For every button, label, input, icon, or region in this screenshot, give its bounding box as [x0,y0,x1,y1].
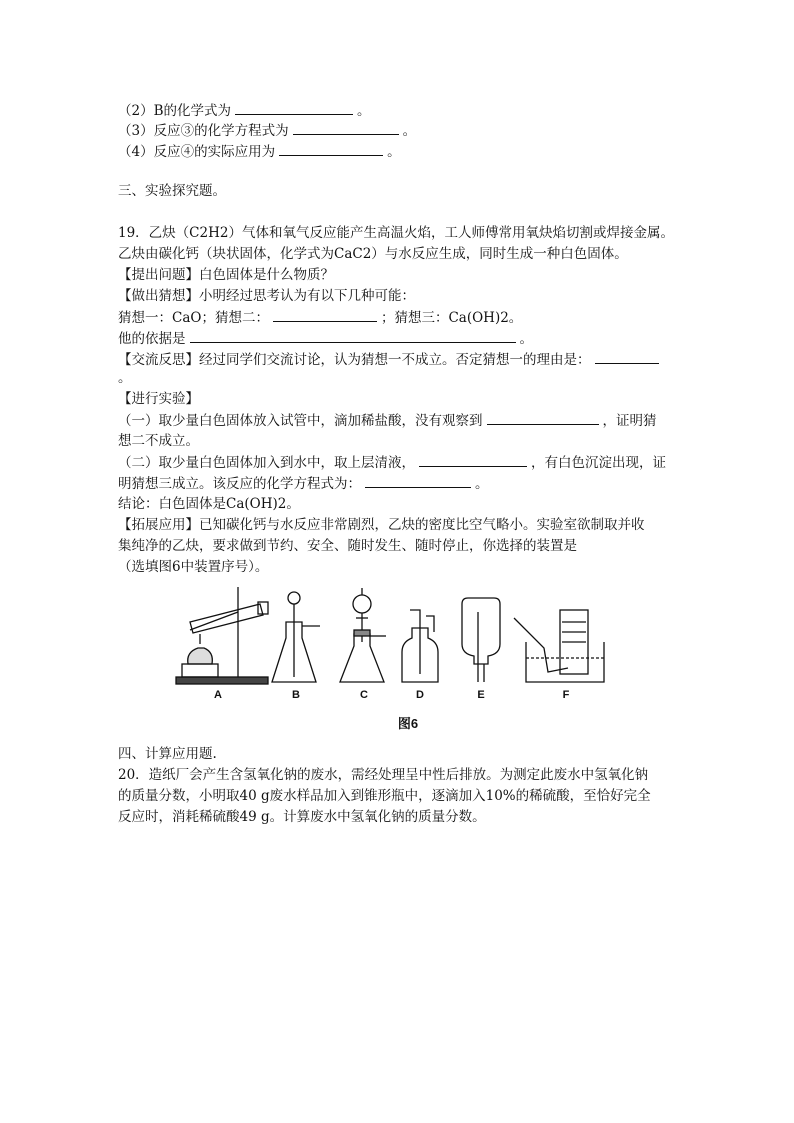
q4-text: （4）反应④的实际应用为 [118,144,276,160]
figure-caption: 图6 [397,716,419,731]
answer-blank[interactable] [293,121,399,135]
basis-text: 他的依据是 [118,331,186,347]
exp2-line [118,453,666,472]
exp1-end: ，证明猜 [602,413,657,429]
answer-blank[interactable] [487,411,599,425]
apparatus-c [340,588,386,682]
basis-end: 。 [519,331,533,347]
q20-line-2: 的质量分数，小明取40 g废水样品加入到锥形瓶中，逐滴加入10%的稀硫酸，至恰好完全 [118,788,651,804]
exp2-cont-text: 明猜想三成立。该反应的化学方程式为： [118,476,361,492]
exp1-cont: 想二不成立。 [118,433,199,449]
figure-6 [168,582,608,732]
q2-end: 。 [357,103,371,119]
conclusion: 结论：白色固体是Ca(OH)2。 [118,496,300,512]
q19-line-1: 19．乙炔（C2H2）气体和氧气反应能产生高温火焰，工人师傅常用氧炔焰切割或焊接金属。 [118,225,674,241]
exp2-text: （二）取少量白色固体加入到水中，取上层清液， [118,455,415,471]
answer-blank[interactable] [365,474,471,488]
hypothesis-options [118,308,522,327]
guess-three: ；猜想三：Ca(OH)2。 [380,310,523,326]
experiment-heading: 【进行实验】 [118,391,199,407]
q2-text: （2）B的化学式为 [118,103,232,119]
basis-line [118,329,533,348]
label-f: F [562,689,570,701]
apparatus-a [176,587,268,684]
q2-line [118,101,371,120]
answer-blank[interactable] [235,101,353,115]
reflect-line [118,350,663,369]
q3-end: 。 [402,123,417,139]
q3-line [118,121,416,140]
apparatus-d [402,610,438,682]
label-e: E [477,689,485,701]
q20-line-1: 20．造纸厂会产生含氢氧化钠的废水，需经处理呈中性后排放。为测定此废水中氢氧化钠 [118,767,649,783]
q3-text: （3）反应③的化学方程式为 [118,123,289,139]
hypothesis: 【做出猜想】小明经过思考认为有以下几种可能： [118,288,415,304]
exp2-cont [118,474,489,493]
guess-one-two: 猜想一：CaO；猜想二： [118,310,269,326]
exp2-end: ，有白色沉淀出现，证 [531,455,666,471]
section-3-heading: 三、实验探究题。 [118,183,226,199]
answer-blank[interactable] [279,142,383,156]
q19-line-2: 乙炔由碳化钙（块状固体，化学式为CaC2）与水反应生成，同时生成一种白色固体。 [118,246,628,262]
label-d: D [416,689,424,701]
q4-line [118,142,401,161]
label-c: C [360,689,368,701]
label-b: B [292,689,300,701]
exp1-line [118,411,657,430]
answer-blank[interactable] [419,453,527,467]
exp1-text: （一）取少量白色固体放入试管中，滴加稀盐酸，没有观察到 [118,413,483,429]
label-a: A [214,689,222,701]
answer-blank[interactable] [190,329,516,343]
section-4-heading: 四、计算应用题. [118,746,217,762]
answer-blank[interactable] [273,308,377,322]
ask-question: 【提出问题】白色固体是什么物质？ [118,267,334,283]
answer-blank[interactable] [595,350,659,364]
exp2-cont-end: 。 [475,476,489,492]
extend-line-3: （选填图6中装置序号）。 [118,559,269,575]
q4-end: 。 [387,144,401,160]
reflect-end: 。 [118,370,132,386]
extend-line-2: 集纯净的乙炔，要求做到节约、安全、随时发生、随时停止，你选择的装置是 [118,538,577,554]
apparatus-b [272,592,320,682]
q20-line-3: 反应时，消耗稀硫酸49 g。计算废水中氢氧化钠的质量分数。 [118,809,486,825]
apparatus-e [462,598,500,682]
reflect-text: 【交流反思】经过同学们交流讨论，认为猜想一不成立。否定猜想一的理由是： [118,352,591,368]
apparatus-f [514,610,604,682]
extend-line-1: 【拓展应用】已知碳化钙与水反应非常剧烈，乙炔的密度比空气略小。实验室欲制取并收 [118,517,645,533]
